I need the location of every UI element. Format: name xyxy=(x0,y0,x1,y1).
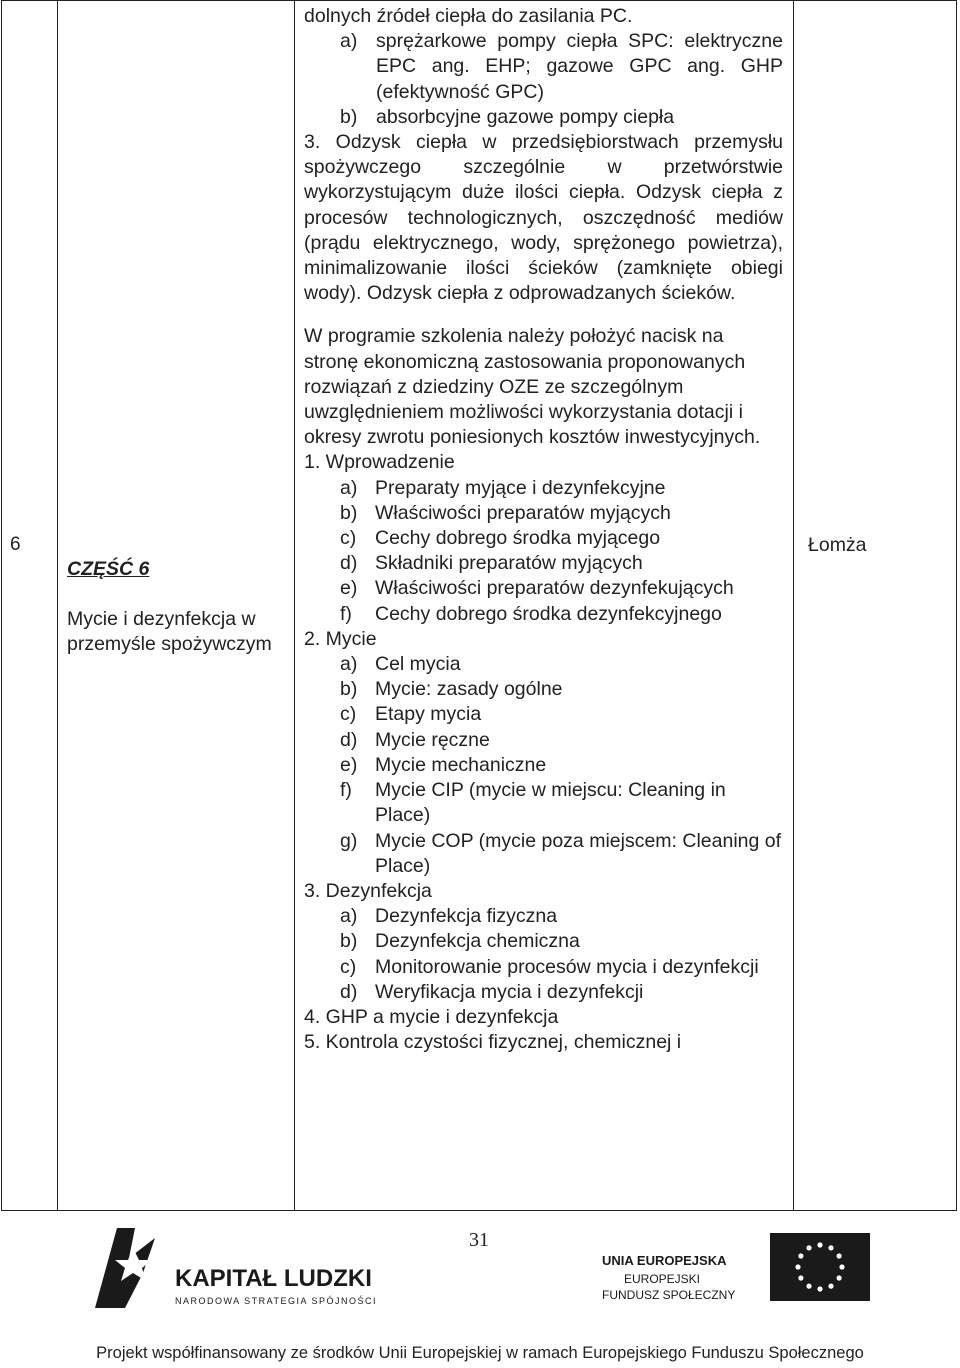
program-table xyxy=(1,0,957,1211)
list-item xyxy=(304,652,783,677)
city-cell xyxy=(794,1,957,1211)
eu-star-icon xyxy=(837,1253,842,1258)
list-item xyxy=(304,929,783,954)
eu-star-icon xyxy=(806,1284,811,1289)
prev-item-a xyxy=(304,29,783,105)
list-item-label: f) xyxy=(340,779,352,802)
eu-line1: UNIA EUROPEJSKA xyxy=(602,1253,727,1268)
list-item xyxy=(304,980,783,1005)
eu-star-icon xyxy=(798,1275,803,1280)
list-item xyxy=(304,526,783,551)
list-item-text: Dezynfekcja chemiczna xyxy=(375,930,580,953)
kapital-ludzki-emblem-icon xyxy=(95,1228,395,1308)
list-item-text: Właściwości preparatów dezynfekujących xyxy=(375,577,734,600)
list-item-text: Składniki preparatów myjących xyxy=(375,552,643,575)
intro-paragraph: W programie szkolenia należy położyć nacisk na stronę ekonomiczną zastosowania proponowanych rozwiązań z dziedziny OZE ze szczególnym uwzględnieniem możliwości wykorzystania dotacji i okresy zwrotu poniesionych kosztów inwestycyjnych. xyxy=(304,325,761,449)
prev-item-a-text: sprężarkowe pompy ciepła SPC: elektryczne EPC ang. EHP; gazowe GPC ang. GHP (efektywność GPC) xyxy=(376,30,783,103)
list-item-label: b) xyxy=(340,930,358,953)
prev-para-3: 3. Odzysk ciepła w przedsiębiorstwach przemysłu spożywczego szczególnie w przetwórstwie wykorzystującym duże ilości ciepła. Odzysk ciepła z procesów technologicznych, oszczędność mediów (prądu elektrycznego, wody, sprężonego powietrza), minimalizowanie ilości ścieków (zamknięte obiegi wody). Odzysk ciepła z odprowadzanych ścieków. xyxy=(304,131,783,305)
list-item xyxy=(304,551,783,576)
section-title: 5. Kontrola czystości fizycznej, chemicznej i xyxy=(304,1031,682,1054)
list-item-text: Etapy mycia xyxy=(375,703,482,726)
eu-star-icon xyxy=(837,1275,842,1280)
section-title: 4. GHP a mycie i dezynfekcja xyxy=(304,1005,559,1028)
list-item xyxy=(304,702,783,727)
list-item-text: Mycie mechaniczne xyxy=(375,753,547,776)
list-item-text: Weryfikacja mycia i dezynfekcji xyxy=(375,980,644,1003)
list-item-label: c) xyxy=(340,527,357,550)
list-item xyxy=(304,602,783,627)
eu-star-icon xyxy=(798,1253,803,1258)
kapital-ludzki-logo xyxy=(95,1228,395,1313)
eu-star-icon xyxy=(839,1264,844,1269)
prev-item-b-text: absorbcyjne gazowe pompy ciepła xyxy=(376,105,675,128)
list-item xyxy=(304,476,783,501)
eu-star-icon xyxy=(817,1286,822,1291)
list-item-text: Cel mycia xyxy=(375,653,461,676)
prev-item-a-label: a) xyxy=(340,30,358,53)
logo-main-text: KAPITAŁ LUDZKI xyxy=(175,1265,372,1292)
list-item-text: Monitorowanie procesów mycia i dezynfekcji xyxy=(375,955,759,978)
list-item-text: Cechy dobrego środka myjącego xyxy=(375,527,661,550)
eu-flag-group xyxy=(602,1233,872,1313)
part-title: Mycie i dezynfekcja w przemyśle spożywczym xyxy=(67,608,272,655)
section-title: 2. Mycie xyxy=(304,627,377,650)
logo-sub-text: NARODOWA STRATEGIA SPÓJNOŚCI xyxy=(175,1296,378,1306)
eu-star-icon xyxy=(828,1245,833,1250)
list-item-text: Dezynfekcja fizyczna xyxy=(375,905,558,928)
eu-line3: FUNDUSZ SPOŁECZNY xyxy=(602,1288,736,1302)
eu-star-icon xyxy=(828,1284,833,1289)
list-item-text: Mycie: zasady ogólne xyxy=(375,678,563,701)
list-item-label: c) xyxy=(340,955,357,978)
section-title: 1. Wprowadzenie xyxy=(304,451,455,474)
list-item-text: Mycie ręczne xyxy=(375,728,490,751)
part-cell xyxy=(58,1,295,1211)
list-item-label: b) xyxy=(340,678,358,701)
eu-star-icon xyxy=(806,1245,811,1250)
page-number: 31 xyxy=(469,1229,489,1251)
list-item-label: b) xyxy=(340,501,358,524)
city: Łomża xyxy=(808,534,867,556)
list-item-text: Preparaty myjące i dezynfekcyjne xyxy=(375,476,666,499)
eu-line2: EUROPEJSKI xyxy=(624,1272,701,1286)
list-item-label: a) xyxy=(340,653,358,676)
list-item xyxy=(304,955,783,980)
list-item-label: c) xyxy=(340,703,357,726)
list-item xyxy=(304,677,783,702)
list-item-label: e) xyxy=(340,577,358,600)
content-cell xyxy=(295,1,794,1211)
table-row xyxy=(2,1,957,1211)
list-item-label: d) xyxy=(340,728,358,751)
prev-item-b xyxy=(304,105,783,130)
list-item-text: Cechy dobrego środka dezynfekcyjnego xyxy=(375,602,722,625)
list-item-label: e) xyxy=(340,753,358,776)
list-item-label: g) xyxy=(340,829,358,852)
list-item xyxy=(304,778,783,828)
list-item-label: a) xyxy=(340,905,358,928)
list-item-text: Mycie CIP (mycie w miejscu: Cleaning in Place) xyxy=(375,779,726,827)
list-item xyxy=(304,501,783,526)
section-title: 3. Dezynfekcja xyxy=(304,879,432,902)
list-item xyxy=(304,829,783,879)
eu-logo xyxy=(602,1233,872,1318)
prev-line: dolnych źródeł ciepła do zasilania PC. xyxy=(304,5,633,27)
row-number: 6 xyxy=(10,534,21,555)
eu-star-icon xyxy=(795,1264,800,1269)
list-item-label: d) xyxy=(340,980,358,1003)
part-heading: CZĘŚĆ 6 xyxy=(67,558,150,580)
list-item xyxy=(304,904,783,929)
prev-item-b-label: b) xyxy=(340,105,358,128)
sections-list xyxy=(304,450,783,1055)
list-item-label: d) xyxy=(340,552,358,575)
list-item xyxy=(304,728,783,753)
list-item-label: f) xyxy=(340,602,352,625)
list-item-text: Mycie COP (mycie poza miejscem: Cleaning of Place) xyxy=(375,829,782,877)
eu-star-icon xyxy=(817,1242,822,1247)
list-item-label: a) xyxy=(340,476,358,499)
list-item xyxy=(304,753,783,778)
list-item-text: Właściwości preparatów myjących xyxy=(375,501,671,524)
footer-text: Projekt współfinansowany ze środków Unii Europejskiej w ramach Europejskiego Funduszu Społecznego xyxy=(96,1344,864,1362)
row-number-cell xyxy=(2,1,58,1211)
list-item xyxy=(304,576,783,601)
